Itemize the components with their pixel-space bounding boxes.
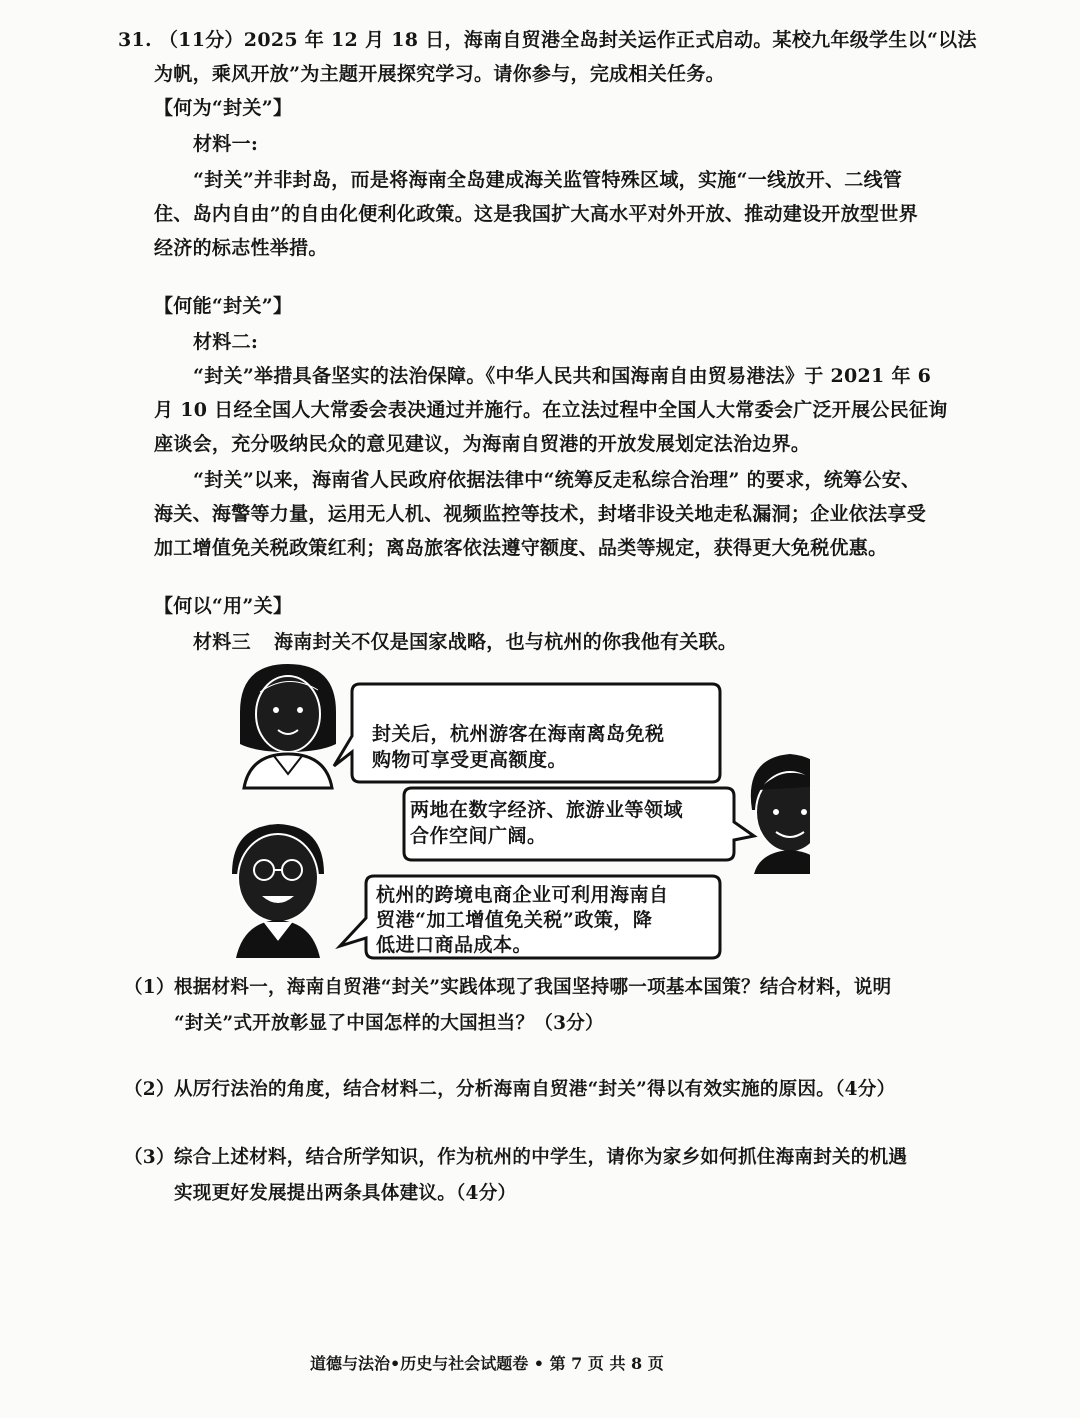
bubble3-line1: 杭州的跨境电商企业可利用海南自	[376, 884, 669, 906]
material2-line2: 月 10 日经全国人大常委会表决通过并施行。在立法过程中全国人大常委会广泛开展公民征询	[154, 399, 948, 421]
subq3-line1: 综合上述材料，结合所学知识，作为杭州的中学生，请你为家乡如何抓住海南封关的机遇	[174, 1147, 908, 1168]
bubble1-line1: 封关后，杭州游客在海南离岛免税	[372, 723, 665, 745]
material3-label: 材料三	[193, 631, 251, 653]
bubble2-line1: 两地在数字经济、旅游业等领域	[410, 799, 684, 821]
bubble3-line3: 低进口商品成本。	[376, 934, 533, 956]
material2-line4: “封关”以来，海南省人民政府依据法律中“统筹反走私综合治理” 的要求，统筹公安、	[193, 469, 921, 491]
page-footer: 道德与法治•历史与社会试题卷 • 第 7 页 共 8 页	[310, 1354, 664, 1373]
material2-label: 材料二:	[193, 331, 259, 353]
material2-line3: 座谈会，充分吸纳民众的意见建议，为海南自贸港的开放发展划定法治边界。	[154, 433, 811, 455]
question-stem-line1: 31. （11分）2025 年 12 月 18 日，海南自贸港全岛封关运作正式启动。某校九年级学生以“以法	[118, 29, 977, 51]
subq2-line1: 从厉行法治的角度，结合材料二，分析海南自贸港“封关”得以有效实施的原因。（4分）	[174, 1079, 896, 1100]
woman-avatar-icon	[240, 664, 336, 788]
material1-line2: 住、岛内自由”的自由化便利化政策。这是我国扩大高水平对外开放、推动建设开放型世界	[154, 203, 918, 225]
material2-line1: “封关”举措具备坚实的法治保障。《中华人民共和国海南自由贸易港法》于 2021 年 6	[193, 365, 932, 387]
subq1-line1: 根据材料一，海南自贸港“封关”实践体现了我国坚持哪一项基本国策？结合材料，说明	[174, 977, 892, 998]
man-glasses-avatar-icon	[232, 824, 324, 958]
section3-heading: 【何以“用”关】	[154, 595, 293, 617]
boy-avatar-icon	[751, 754, 810, 874]
subq1-line2: “封关”式开放彰显了中国怎样的大国担当？（3分）	[174, 1013, 604, 1034]
material2-line6: 加工增值免关税政策红利；离岛旅客依法遵守额度、品类等规定，获得更大免税优惠。	[154, 537, 888, 559]
material1-label: 材料一:	[193, 133, 259, 155]
subq3-number: （3）	[124, 1147, 175, 1168]
material3-text: 海南封关不仅是国家战略，也与杭州的你我他有关联。	[274, 631, 738, 653]
bubble1-line2: 购物可享受更高额度。	[372, 749, 568, 771]
section2-heading: 【何能“封关”】	[154, 295, 293, 317]
subq2-number: （2）	[124, 1079, 175, 1100]
question-stem-line2: 为帆，乘风开放”为主题开展探究学习。请你参与，完成相关任务。	[154, 63, 725, 85]
material1-line1: “封关”并非封岛，而是将海南全岛建成海关监管特殊区域，实施“一线放开、二线管	[193, 169, 903, 191]
subq3-line2: 实现更好发展提出两条具体建议。（4分）	[174, 1183, 517, 1204]
subq1-number: （1）	[124, 977, 175, 998]
material2-line5: 海关、海警等力量，运用无人机、视频监控等技术，封堵非设关地走私漏洞；企业依法享受	[154, 503, 927, 525]
bubble3-line2: 贸港“加工增值免关税”政策，降	[376, 909, 653, 931]
material1-line3: 经济的标志性举措。	[154, 237, 328, 259]
section1-heading: 【何为“封关”】	[154, 97, 293, 119]
bubble2-line2: 合作空间广阔。	[410, 825, 547, 847]
